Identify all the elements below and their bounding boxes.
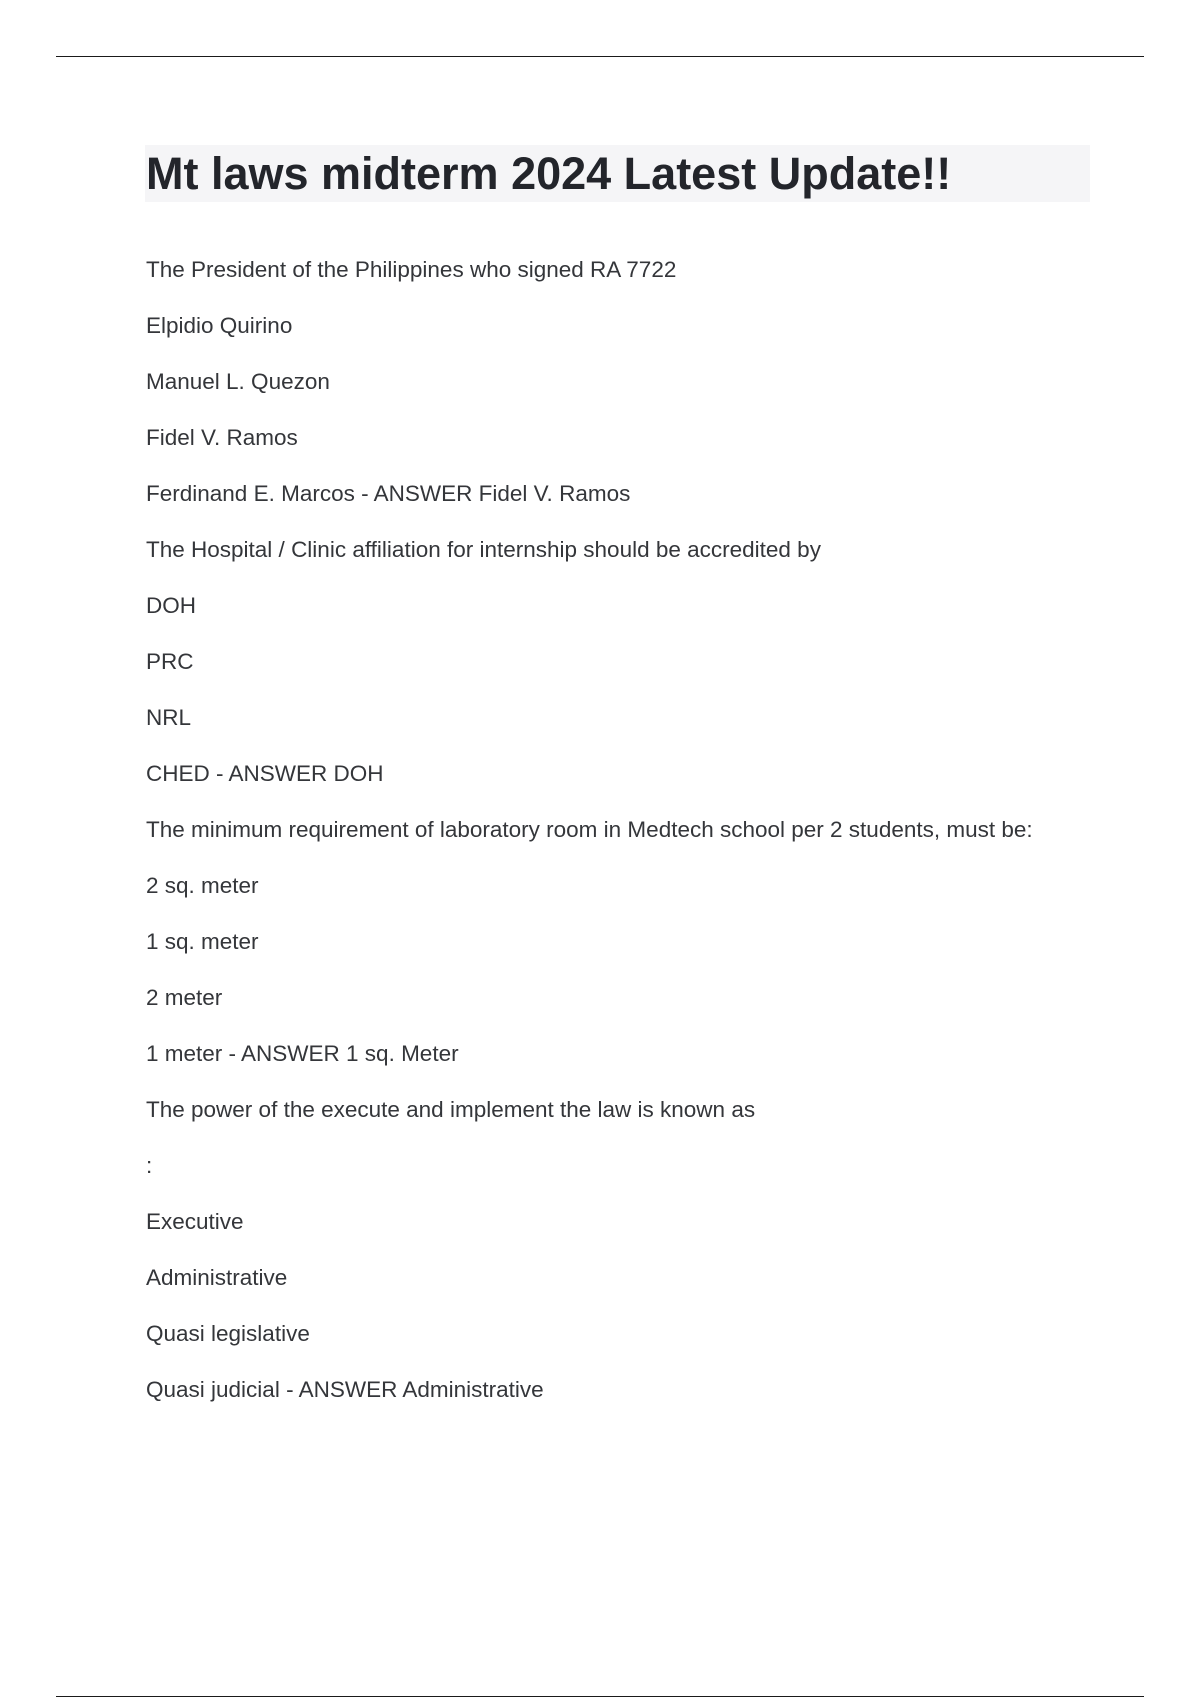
question-list — [146, 256, 1076, 1432]
answer-option: DOH — [146, 593, 196, 618]
answer-option: 2 meter — [146, 985, 223, 1010]
top-rule — [56, 56, 1144, 57]
answer-option: Manuel L. Quezon — [146, 369, 330, 394]
answer-option-with-key: 1 meter - ANSWER 1 sq. Meter — [146, 1041, 459, 1066]
question-text-continuation: : — [146, 1153, 153, 1178]
answer-option: PRC — [146, 649, 194, 674]
answer-option: NRL — [146, 705, 192, 730]
answer-option: Administrative — [146, 1265, 288, 1290]
answer-option: Executive — [146, 1209, 244, 1234]
question-text: The Hospital / Clinic affiliation for internship should be accredited by — [146, 537, 821, 562]
answer-option: Elpidio Quirino — [146, 313, 293, 338]
answer-option: Fidel V. Ramos — [146, 425, 298, 450]
question-text: The minimum requirement of laboratory room in Medtech school per 2 students, must be: — [146, 817, 1033, 842]
question-text: The power of the execute and implement the law is known as — [146, 1097, 756, 1122]
answer-option: 1 sq. meter — [146, 929, 259, 954]
page-title: Mt laws midterm 2024 Latest Update!! — [146, 148, 952, 199]
answer-option-with-key: CHED - ANSWER DOH — [146, 761, 384, 786]
answer-option-with-key: Ferdinand E. Marcos - ANSWER Fidel V. Ramos — [146, 481, 631, 506]
question-text: The President of the Philippines who signed RA 7722 — [146, 257, 677, 282]
answer-option: 2 sq. meter — [146, 873, 259, 898]
answer-option-with-key: Quasi judicial - ANSWER Administrative — [146, 1377, 544, 1402]
bottom-rule — [56, 1696, 1144, 1697]
answer-option: Quasi legislative — [146, 1321, 310, 1346]
